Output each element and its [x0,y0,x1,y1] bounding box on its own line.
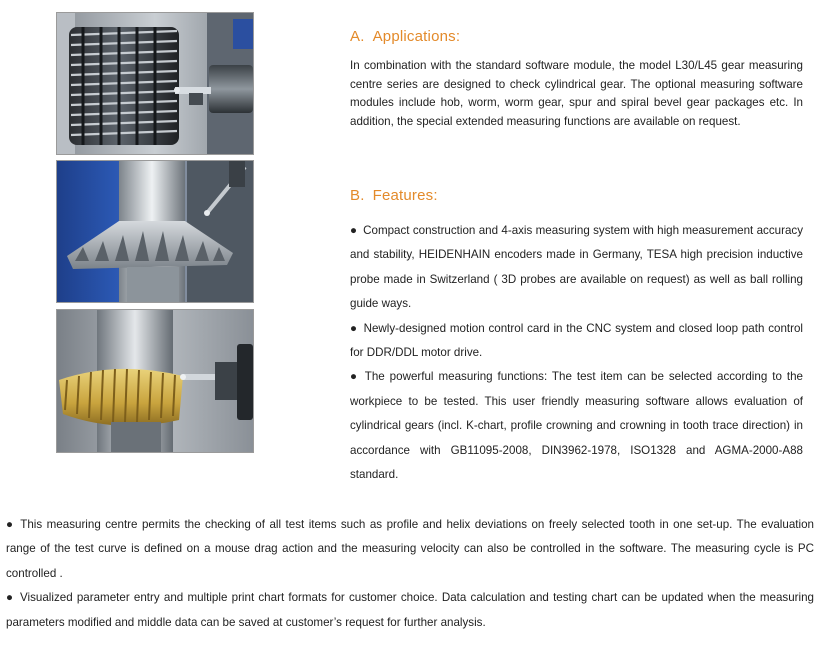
features-heading [350,187,438,204]
feature-item [350,365,803,487]
bullet-icon: ● [350,224,358,237]
applications-heading [350,28,460,45]
bullet-icon: ● [350,321,358,335]
applications-text: In combination with the standard software module, the model L30/L45 gear measuring centre series are designed to check cylindrical gear. The optional measuring software modules include hob, worm, worm gear, spur and spiral bevel gear packages etc. In addition, the special extended measuring functions are available on request. [350,59,803,128]
worm-gear-measuring-photo-icon [57,310,253,452]
hob-cutter-measuring-photo-icon [57,13,253,154]
additional-features-list [6,513,814,635]
applications-number: A. [350,28,365,45]
feature-item-text: Newly-designed motion control card in the CNC system and closed loop path control for DDR/DDL motor drive. [350,321,803,360]
bevel-gear-measuring-photo-icon [57,161,253,302]
feature-item [6,586,814,635]
feature-item-text: The powerful measuring functions: The test item can be selected according to the workpiece to be tested. This user friendly measuring software allows evaluation of cylindrical gears (incl. K-chart, profile crowning and crowning in tooth trace direction) in accordance with GB11095-2008, DIN3962-1978, ISO1328 and AGMA-2000-A88 standard. [350,370,803,482]
bullet-icon: ● [6,518,15,531]
features-number: B. [350,187,365,204]
feature-item-text: Visualized parameter entry and multiple print chart formats for customer choice. Data calculation and testing chart can be updated when the measuring parameters modified and middle data can be saved at customer’s request for further analysis. [6,591,814,629]
feature-item [350,317,803,366]
features-title: Features: [372,187,438,204]
hob-cutter-photo [56,12,254,155]
bullet-icon: ● [6,591,14,605]
worm-gear-photo [56,309,254,453]
feature-item [350,219,803,317]
feature-item-text: This measuring centre permits the checking of all test items such as profile and helix deviations on freely selected tooth in one set-up. The evaluation range of the test curve is defined on a mouse drag action and the measuring velocity can also be controlled in the software. The measuring cycle is PC controlled . [6,518,814,580]
feature-item [6,513,814,586]
feature-item-text: Compact construction and 4-axis measuring system with high measurement accuracy and stability, HEIDENHAIN encoders made in Germany, TESA high precision inductive probe made in Switzerland ( 3D probes are available on request) as well as ball rolling guide ways. [350,224,803,311]
bullet-icon: ● [350,370,359,384]
features-list [350,219,803,487]
applications-title: Applications: [372,28,461,45]
bevel-gear-photo [56,160,254,303]
